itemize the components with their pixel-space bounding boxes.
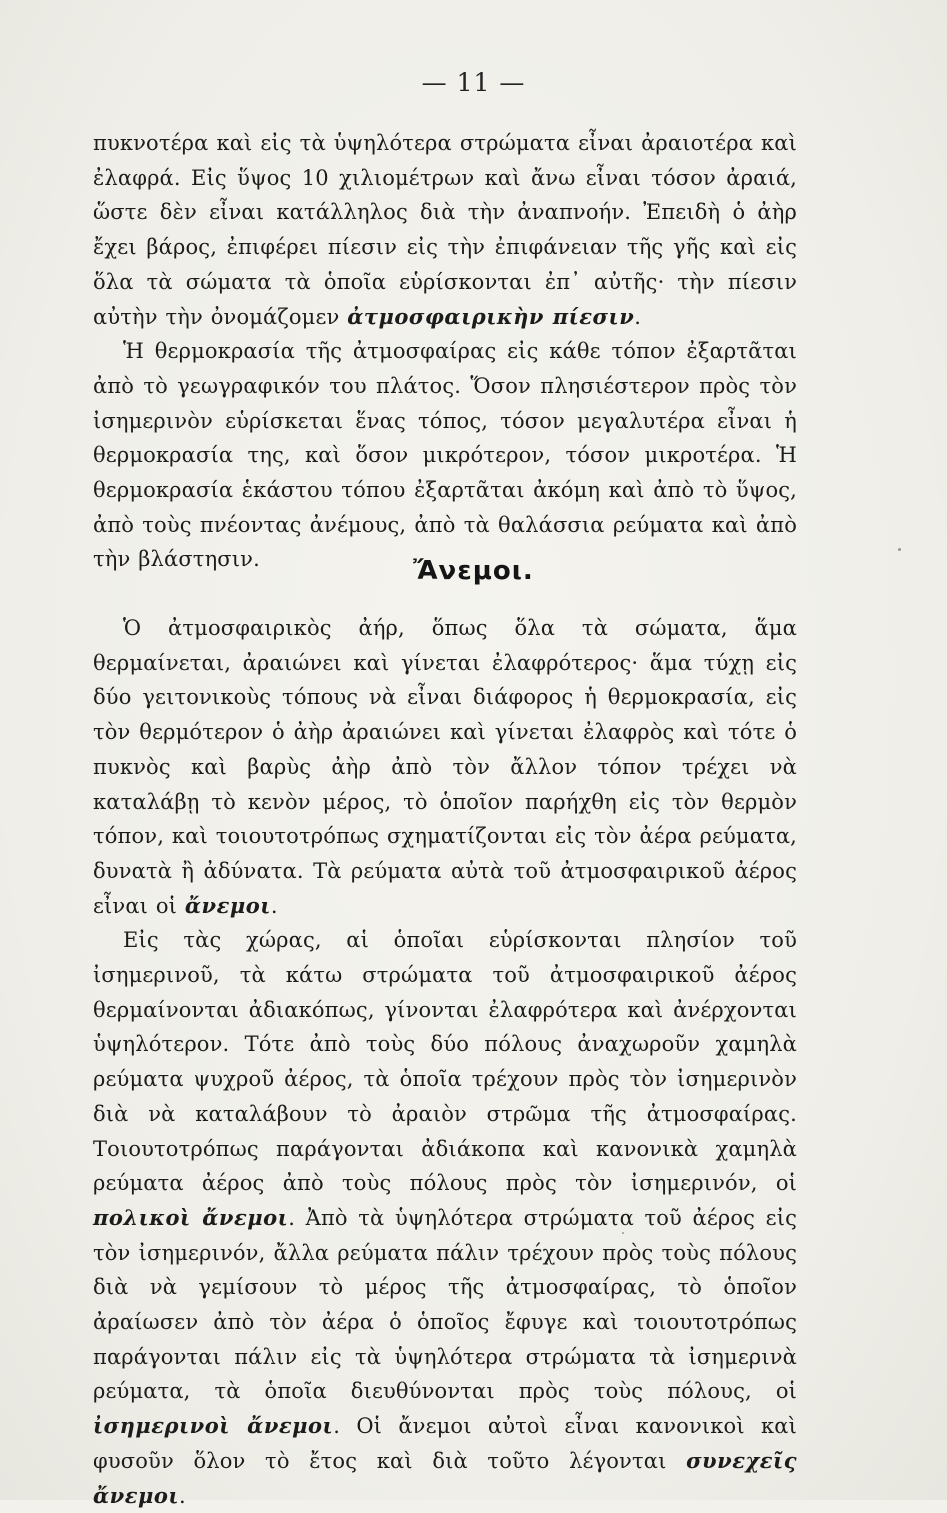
- text-run: Ἡ θερμοκρασία τῆς ἀτμοσφαίρας εἰς κάθε τόπον ἐξαρτᾶται ἀπὸ τὸ γεωγραφικόν του πλάτος. Ὅσον πλησιέστερον πρὸς τὸν ἰσημερινὸν εὑρίσκεται ἕνας τόπος, τόσον μεγαλυτέρα εἶναι ἡ θερμοκρασία της, καὶ ὅσον μικρότερον, τόσον μικροτέρα. Ἡ θερμοκρασία ἑκάστου τόπου ἐξαρτᾶται ἀκόμη καὶ ἀπὸ τὸ ὕψος, ἀπὸ τοὺς πνέοντας ἀνέμους, ἀπὸ τὰ θαλάσσια ρεύματα καὶ ἀπὸ τὴν βλάστησιν.: [93, 339, 797, 572]
- text-run: .: [634, 304, 642, 329]
- text-block-bottom: [93, 611, 797, 1513]
- paragraph: [93, 611, 797, 923]
- paper-speck: [898, 548, 901, 551]
- emphasized-term: πολικοὶ ἄνεμοι: [93, 1204, 289, 1230]
- paper-speck: [622, 1232, 624, 1234]
- emphasized-term: ἄνεμοι: [184, 892, 271, 918]
- emphasized-term: ἀτμοσφαιρικὴν πίεσιν: [347, 303, 635, 329]
- paragraph: [93, 334, 797, 577]
- paragraph: [93, 923, 797, 1513]
- text-block-top: [93, 126, 797, 577]
- paragraph: [93, 126, 797, 334]
- emphasized-term: συνεχεῖς ἄνεμοι: [93, 1447, 797, 1508]
- text-run: Εἰς τὰς χώρας, αἱ ὁποῖαι εὑρίσκονται πλησίον τοῦ ἰσημερινοῦ, τὰ κάτω στρώματα τοῦ ἀτμοσφαιρικοῦ ἀέρος θερμαίνονται ἀδιακόπως, γίνονται ἐλαφρότερα καὶ ἀνέρχονται ὑψηλότερον. Τότε ἀπὸ τοὺς δύο πόλους ἀναχωροῦν χαμηλὰ ρεύματα ψυχροῦ ἀέρος, τὰ ὁποῖα τρέχουν πρὸς τὸν ἰσημερινὸν διὰ νὰ καταλάβουν τὸ ἀραιὸν στρῶμα τῆς ἀτμοσφαίρας. Τοιουτοτρόπως παράγονται ἀδιάκοπα καὶ κανονικὰ χαμηλὰ ρεύματα ἀέρος ἀπὸ τοὺς πόλους πρὸς τὸν ἰσημερινόν, οἱ: [93, 928, 797, 1196]
- page-number: — 11 —: [421, 68, 526, 97]
- text-run: . Οἱ ἄνεμοι αὐτοὶ εἶναι κανονικοὶ καὶ φυσοῦν ὅλον τὸ ἔτος καὶ διὰ τοῦτο λέγονται: [93, 1414, 797, 1473]
- text-run: Ὁ ἀτμοσφαιρικὸς ἀήρ, ὅπως ὅλα τὰ σώματα, ἅμα θερμαίνεται, ἀραιώνει καὶ γίνεται ἐλαφρότερος· ἅμα τύχῃ εἰς δύο γειτονικοὺς τόπους νὰ εἶναι διάφορος ἡ θερμοκρασία, εἰς τὸν θερμότερον ὁ ἀὴρ ἀραιώνει καὶ γίνεται ἐλαφρὸς καὶ τότε ὁ πυκνὸς καὶ βαρὺς ἀὴρ ἀπὸ τὸν ἄλλον τόπον τρέχει νὰ καταλάβῃ τὸ κενὸν μέρος, τὸ ὁποῖον παρήχθη εἰς τὸν θερμὸν τόπον, καὶ τοιουτοτρόπως σχηματίζονται εἰς τὸν ἀέρα ρεύματα, δυνατὰ ἢ ἀδύνατα. Τὰ ρεύματα αὐτὰ τοῦ ἀτμοσφαιρικοῦ ἀέρος εἶναι οἱ: [93, 616, 797, 918]
- text-run: .: [179, 1483, 186, 1508]
- text-run: . Ἀπὸ τὰ ὑψηλότερα στρώματα τοῦ ἀέρος εἰς τὸν ἰσημερινόν, ἄλλα ρεύματα πάλιν τρέχουν πρὸς τοὺς πόλους διὰ νὰ γεμίσουν τὸ μέρος τῆς ἀτμοσφαίρας, τὸ ὁποῖον ἀραίωσεν ἀπὸ τὸν ἀέρα ὁ ὁποῖος ἔφυγε καὶ τοιουτοτρόπως παράγονται πάλιν εἰς τὰ ὑψηλότερα στρώματα τὰ ἰσημερινὰ ρεύματα, τὰ ὁποῖα διευθύνονται πρὸς τοὺς πόλους, οἱ: [93, 1205, 797, 1404]
- emphasized-term: ἰσημερινοὶ ἄνεμοι: [93, 1413, 334, 1439]
- section-title: Ἄνεμοι.: [413, 556, 534, 586]
- text-run: .: [270, 893, 278, 918]
- text-run: πυκνοτέρα καὶ εἰς τὰ ὑψηλότερα στρώματα εἶναι ἀραιοτέρα καὶ ἐλαφρά. Εἰς ὕψος 10 χιλιομέτρων καὶ ἄνω εἶναι τόσον ἀραιά, ὥστε δὲν εἶναι κατάλληλος διὰ τὴν ἀναπνοήν. Ἐπειδὴ ὁ ἀὴρ ἔχει βάρος, ἐπιφέρει πίεσιν εἰς τὴν ἐπιφάνειαν τῆς γῆς καὶ εἰς ὅλα τὰ σώματα τὰ ὁποῖα εὑρίσκονται ἐπ᾽ αὐτῆς· τὴν πίεσιν αὐτὴν τὴν ὀνομάζομεν: [93, 131, 797, 329]
